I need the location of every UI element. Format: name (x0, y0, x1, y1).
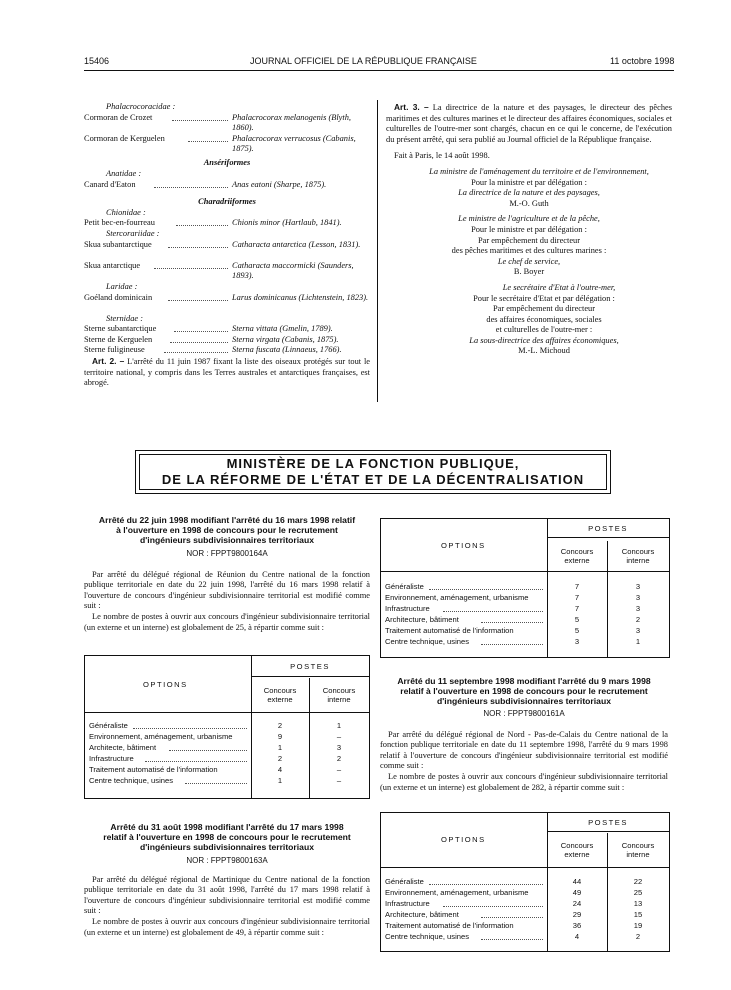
table-row: Infrastructure 24 13 (385, 899, 643, 908)
running-header (0, 56, 731, 70)
paragraph: Par arrêté du délégué régional de Nord - Pas-de-Calais du Centre national de la fonction publique territoriale en date du 11 septembre 1998, l'arrêté du 9 mars 1998 relatif à l'ouverture de concours d'ingénieur subdivisionnaire territorial est modifié comme suit : (380, 729, 668, 771)
options-header: OPTIONS (441, 835, 486, 844)
delegation: Pour la ministre et par délégation : (471, 177, 587, 187)
signatory-role: Le chef de service, (497, 256, 561, 266)
arrete-2 (84, 822, 370, 938)
page-number: 15406 (84, 56, 110, 66)
issue-date: 11 octobre 1998 (610, 56, 675, 66)
column-divider (377, 100, 378, 402)
article-3: Art. 3. – La directrice de la nature et des paysages, le directeur des pêches maritimes et des cultures marines et le directeur des affaires économiques, sociales et culturelles de l'outre-mer sont chargés, chacun en ce qui le concerne, de l'exécution du présent arrêté, qui sera publié au Journal officiel de la République française. (386, 102, 672, 144)
species-row: Skua subantarctique Catharacta antarctica (Lesson, 1831). (84, 239, 361, 249)
signatory-name: B. Boyer (513, 267, 545, 277)
table-row: Centre technique, usines 3 1 (385, 637, 641, 646)
nor-reference: NOR : FPPT9800161A (483, 709, 565, 718)
species-row: Canard d'Eaton Anas eatoni (Sharpe, 1875). (84, 179, 327, 189)
postes-table (380, 812, 670, 952)
directorate: des pêches maritimes et des cultures marines : (451, 246, 607, 256)
arrete-title: Arrêté du 31 août 1998 modifiant l'arrêté du 17 mars 1998 relatif à l'ouverture en 1998 de concours pour le recrutement d'ingénieurs subdivisionnaires territoriaux (103, 822, 351, 852)
interne-header: Concours interne (322, 686, 356, 704)
postes-table (380, 518, 670, 658)
table-row: Infrastructure 2 2 (89, 754, 342, 763)
family-heading: Sternidae : (106, 313, 143, 323)
signatory-role: La directrice de la nature et des paysages, (458, 188, 600, 198)
postes-header: POSTES (290, 662, 330, 671)
table-row: Infrastructure 7 3 (385, 604, 641, 613)
arrete-3 (380, 676, 668, 793)
paragraph: Le nombre de postes à ouvrir aux concours d'ingénieur subdivisionnaire territorial (un externe et un interne) est globalement de 49, à répartir comme suit : (84, 916, 370, 937)
table-row: Environnement, aménagement, urbanisme 9 – (89, 732, 342, 741)
paragraph: Le nombre de postes à ouvrir aux concours d'ingénieur subdivisionnaire territorial (un externe et un interne) est globalement de 282, à répartir comme suit : (380, 771, 668, 792)
species-row: Cormoran de Kerguelen Phalacrocorax verrucosus (Cabanis, 1875). (84, 133, 356, 154)
table-row: Centre technique, usines 1 – (89, 776, 342, 785)
species-row (84, 271, 370, 282)
family-heading: Chionidae : (106, 207, 146, 217)
interne-header: Concours interne (621, 841, 655, 859)
table-row: Traitement automatisé de l'information 36 19 (385, 921, 643, 930)
article-2: Art. 2. – L'arrêté du 11 juin 1987 fixant la liste des oiseaux protégés sur tout le territoire national, y compris dans les Terres australes et antarctiques françaises, est abrogé. (84, 356, 370, 388)
arrete-1 (84, 515, 370, 633)
postes-header: POSTES (588, 524, 628, 533)
table-row: Architecture, bâtiment 29 15 (385, 910, 643, 919)
species-list (84, 102, 370, 389)
signatory-title: Le secrétaire d'Etat à l'outre-mer, (502, 282, 616, 292)
table-row: Architecture, bâtiment 5 2 (385, 615, 641, 624)
family-heading: Phalacrocoracidae : (106, 102, 176, 111)
signatory-title: Le ministre de l'agriculture et de la pêche, (458, 214, 600, 224)
ministry-line-1: MINISTÈRE DE LA FONCTION PUBLIQUE, (226, 456, 520, 471)
species-row: Skua antarctique Catharacta maccormicki (Saunders, 1893). (84, 260, 354, 281)
table-row: Centre technique, usines 4 2 (385, 932, 641, 941)
arrete-title: Arrêté du 22 juin 1998 modifiant l'arrêté du 16 mars 1998 relatif à l'ouverture en 1998 de concours pour le recrutement d'ingénieurs subdivisionnaires territoriaux (98, 515, 356, 545)
delegation: Pour le ministre et par délégation : (471, 224, 587, 234)
directorate: des affaires économiques, sociales (486, 314, 602, 324)
arrete-title: Arrêté du 11 septembre 1998 modifiant l'arrêté du 9 mars 1998 relatif à l'ouverture en 1998 de concours pour le recrutement d'ingénieurs subdivisionnaires territoriaux (397, 676, 651, 706)
species-row: Sterne subantarctique Sterna vittata (Gmelin, 1789). (84, 324, 333, 334)
species-row: Cormoran de Crozet Phalacrocorax melanogenis (Blyth, 1860). (84, 112, 352, 133)
nor-reference: NOR : FPPT9800164A (186, 549, 268, 558)
table-row: Traitement automatisé de l'information 5 3 (385, 626, 641, 635)
table-row: Architecte, bâtiment 1 3 (89, 743, 342, 752)
species-row: Petit bec-en-fourreau Chionis minor (Hartlaub, 1841). (84, 218, 342, 228)
family-heading: Anatidae : (106, 168, 142, 178)
header-rule (84, 70, 674, 71)
species-row (84, 250, 370, 261)
article-3-block (386, 102, 672, 357)
species-row: Goéland dominicain Larus dominicanus (Lichtenstein, 1823). (84, 292, 369, 302)
table-row: Environnement, aménagement, urbanisme 7 3 (385, 593, 641, 602)
species-row (84, 123, 370, 134)
paragraph: Par arrêté du délégué régional de Martinique du Centre national de la fonction publique territoriale en date du 31 août 1998, l'arrêté du 17 mars 1998 relatif à l'ouverture de concours d'ingénieur subdivisionnaire territorial est modifié comme suit : (84, 874, 370, 916)
ministry-line-2: DE LA RÉFORME DE L'ÉTAT ET DE LA DÉCENTRALISATION (161, 472, 585, 487)
signatory-name: M.-L. Michoud (518, 346, 570, 356)
family-heading: Laridae : (106, 281, 138, 291)
done-at: Fait à Paris, le 14 août 1998. (394, 151, 490, 161)
species-row: Sterne de Kerguelen Sterna virgata (Cabanis, 1875). (84, 334, 339, 344)
options-header: OPTIONS (143, 680, 188, 689)
order-heading: Ansériformes (203, 158, 251, 168)
options-header: OPTIONS (441, 541, 486, 550)
impediment: Par empêchement du directeur (492, 304, 596, 314)
table-row: Généraliste 7 3 (385, 582, 641, 591)
table-row: Généraliste 44 22 (385, 877, 643, 886)
journal-title: JOURNAL OFFICIEL DE LA RÉPUBLIQUE FRANÇAISE (250, 56, 477, 66)
signatory-name: M.-O. Guth (509, 198, 549, 208)
table-row: Généraliste 2 1 (89, 721, 342, 730)
signatory-role: La sous-directrice des affaires économiques, (469, 335, 619, 345)
paragraph: Le nombre de postes à ouvrir aux concours d'ingénieur subdivisionnaire territorial (un externe et un interne) est globalement de 25, à répartir comme suit : (84, 611, 370, 632)
postes-table (84, 655, 370, 799)
nor-reference: NOR : FPPT9800163A (186, 856, 268, 865)
signatory-title: La ministre de l'aménagement du territoire et de l'environnement, (429, 166, 649, 176)
family-heading: Stercorariidae : (106, 228, 160, 238)
directorate: et culturelles de l'outre-mer : (495, 325, 593, 335)
externe-header: Concours externe (263, 686, 297, 704)
table-row: Traitement automatisé de l'information 4 – (89, 765, 342, 774)
delegation: Pour le secrétaire d'Etat et par délégation : (473, 293, 615, 303)
postes-header: POSTES (588, 818, 628, 827)
ministry-banner (135, 450, 611, 494)
species-row (84, 303, 370, 314)
externe-header: Concours externe (560, 841, 594, 859)
species-row: Sterne fuligineuse Sterna fuscata (Linnaeus, 1766). (84, 345, 342, 355)
impediment: Par empêchement du directeur (477, 235, 581, 245)
order-heading: Charadriiformes (198, 197, 256, 207)
paragraph: Par arrêté du délégué régional de Réunion du Centre national de la fonction publique territoriale en date du 22 juin 1998, l'arrêté du 16 mars 1998 relatif à l'ouverture de concours d'ingénieur subdivisionnaire territorial est modifié comme suit : (84, 569, 370, 611)
interne-header: Concours interne (621, 547, 655, 565)
externe-header: Concours externe (560, 547, 594, 565)
table-row: Environnement, aménagement, urbanisme 49 25 (385, 888, 643, 897)
